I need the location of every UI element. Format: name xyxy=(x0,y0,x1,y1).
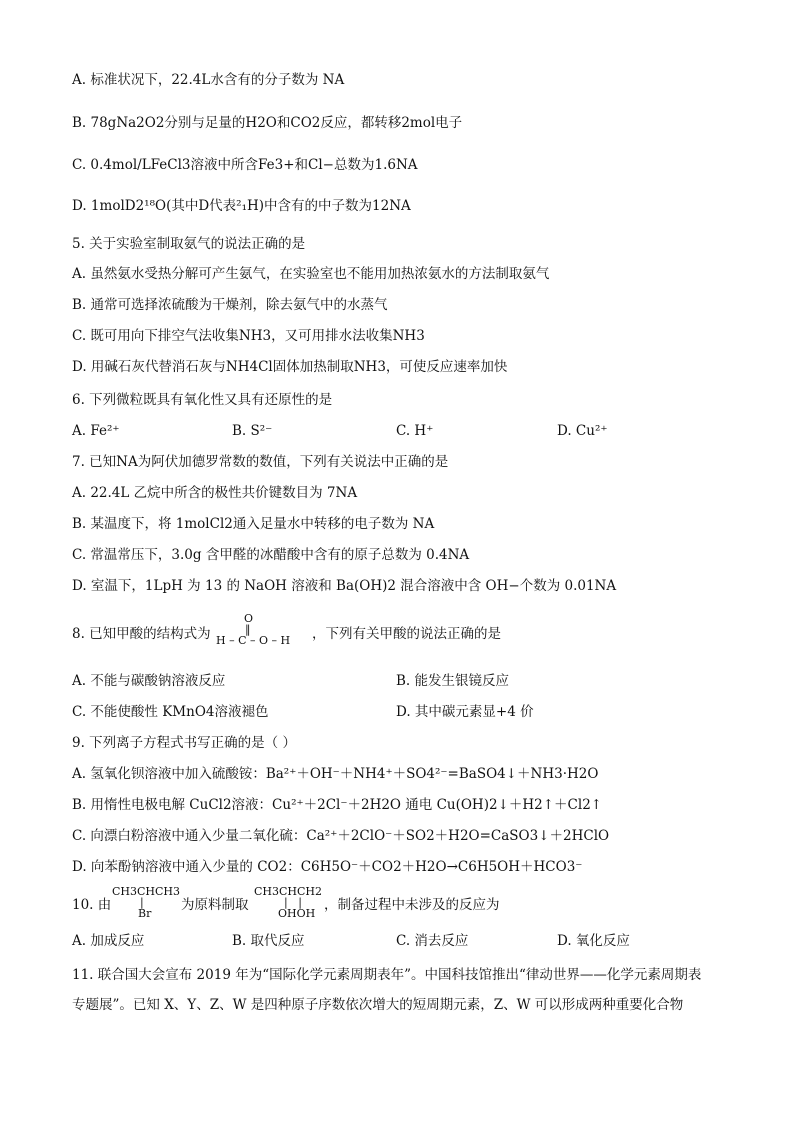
q7-option-d: D. 室温下，1LpH 为 13 的 NaOH 溶液和 Ba(OH)2 混合溶液中含 OH−个数为 0.01NA xyxy=(72,578,617,594)
q7-stem: 7. 已知NA为阿伏加德罗常数的数值，下列有关说法中正确的是 xyxy=(72,454,449,470)
q11-line-1: 11. 联合国大会宣布 2019 年为“国际化学元素周期表年”。中国科技馆推出“律动世界——化学元素周期表 xyxy=(72,967,702,983)
q10-option-a: A. 加成反应 xyxy=(72,933,145,949)
q8-option-a: A. 不能与碳酸钠溶液反应 xyxy=(72,673,226,689)
reactant-structure xyxy=(112,886,180,919)
q5-option-a: A. 虽然氨水受热分解可产生氨气，在实验室也不能用加热浓氨水的方法制取氨气 xyxy=(72,266,550,282)
q10-option-d: D. 氧化反应 xyxy=(557,933,630,949)
product-structure xyxy=(254,886,322,919)
q9-option-b: B. 用惰性电极电解 CuCl2溶液：Cu²⁺＋2Cl⁻＋2H2O 通电 Cu(OH)2↓＋H2↑＋Cl2↑ xyxy=(72,797,603,813)
formic-acid-chain: H – C – O – H xyxy=(216,634,291,647)
q8-option-b: B. 能发生银镜反应 xyxy=(396,673,510,689)
q9-stem: 9. 下列离子方程式书写正确的是（ ） xyxy=(72,735,296,751)
product-formula: CH3CHCH2 xyxy=(254,885,323,898)
q10-option-b: B. 取代反应 xyxy=(232,933,305,949)
q5-option-c: C. 既可用向下排空气法收集NH3，又可用排水法收集NH3 xyxy=(72,328,425,344)
q5-option-b: B. 通常可选择浓硫酸为干燥剂，除去氨气中的水蒸气 xyxy=(72,297,388,313)
product-substituents: OHOH xyxy=(278,907,316,920)
formic-acid-structure xyxy=(216,613,290,646)
q5-stem: 5. 关于实验室制取氨气的说法正确的是 xyxy=(72,236,306,252)
q7-option-c: C. 常温常压下，3.0g 含甲醛的冰醋酸中含有的原子总数为 0.4NA xyxy=(72,547,470,563)
q4-option-b: B. 78gNa2O2分别与足量的H2O和CO2反应，都转移2mol电子 xyxy=(72,115,463,131)
q4-option-a: A. 标准状况下，22.4L水含有的分子数为 NA xyxy=(72,72,345,88)
q8-option-d: D. 其中碳元素显+4 价 xyxy=(396,704,534,720)
q8-stem-pre: 8. 已知甲酸的结构式为 xyxy=(72,626,211,642)
q6-option-d: D. Cu²⁺ xyxy=(557,423,608,439)
q6-option-a: A. Fe²⁺ xyxy=(72,423,120,439)
q8-option-c: C. 不能使酸性 KMnO4溶液褪色 xyxy=(72,704,269,720)
q11-line-2: 专题展”。已知 X、Y、Z、W 是四种原子序数依次增大的短周期元素，Z、W 可以形成两种重要化合物 xyxy=(72,997,684,1013)
q10-stem-pre: 10. 由 xyxy=(72,897,112,913)
reactant-bond: | xyxy=(140,896,144,909)
q6-option-b: B. S²⁻ xyxy=(232,423,273,439)
q10-stem-post: ，制备过程中未涉及的反应为 xyxy=(324,897,500,913)
q4-option-c: C. 0.4mol/LFeCl3溶液中所含Fe3+和Cl−总数为1.6NA xyxy=(72,157,418,173)
q7-option-b: B. 某温度下，将 1molCl2通入足量水中转移的电子数为 NA xyxy=(72,516,435,532)
q4-option-d: D. 1molD2¹⁸O(其中D代表²₁H)中含有的中子数为12NA xyxy=(72,198,411,214)
q10-stem-mid: 为原料制取 xyxy=(181,897,249,913)
formic-acid-oxygen: O xyxy=(244,612,254,625)
reactant-substituent: Br xyxy=(138,907,152,920)
q9-option-a: A. 氢氧化钡溶液中加入硫酸铵：Ba²⁺＋OH⁻＋NH4⁺＋SO4²⁻=BaSO4↓＋NH3·H2O xyxy=(72,766,599,782)
q6-option-c: C. H⁺ xyxy=(396,423,434,439)
q5-option-d: D. 用碱石灰代替消石灰与NH4Cl固体加热制取NH3，可使反应速率加快 xyxy=(72,359,508,375)
formic-acid-double-bond: ‖ xyxy=(245,623,251,636)
q10-option-c: C. 消去反应 xyxy=(396,933,469,949)
q9-option-c: C. 向漂白粉溶液中通入少量二氧化硫：Ca²⁺＋2ClO⁻＋SO2＋H2O=CaSO3↓＋2HClO xyxy=(72,828,610,844)
q9-option-d: D. 向苯酚钠溶液中通入少量的 CO2：C6H5O⁻＋CO2＋H2O→C6H5OH＋HCO3⁻ xyxy=(72,859,583,875)
q8-stem-post: ，下列有关甲酸的说法正确的是 xyxy=(312,626,501,642)
product-bonds: | | xyxy=(284,896,302,909)
q6-stem: 6. 下列微粒既具有氧化性又具有还原性的是 xyxy=(72,392,333,408)
reactant-formula: CH3CHCH3 xyxy=(112,885,181,898)
q7-option-a: A. 22.4L 乙烷中所含的极性共价键数目为 7NA xyxy=(72,485,358,501)
